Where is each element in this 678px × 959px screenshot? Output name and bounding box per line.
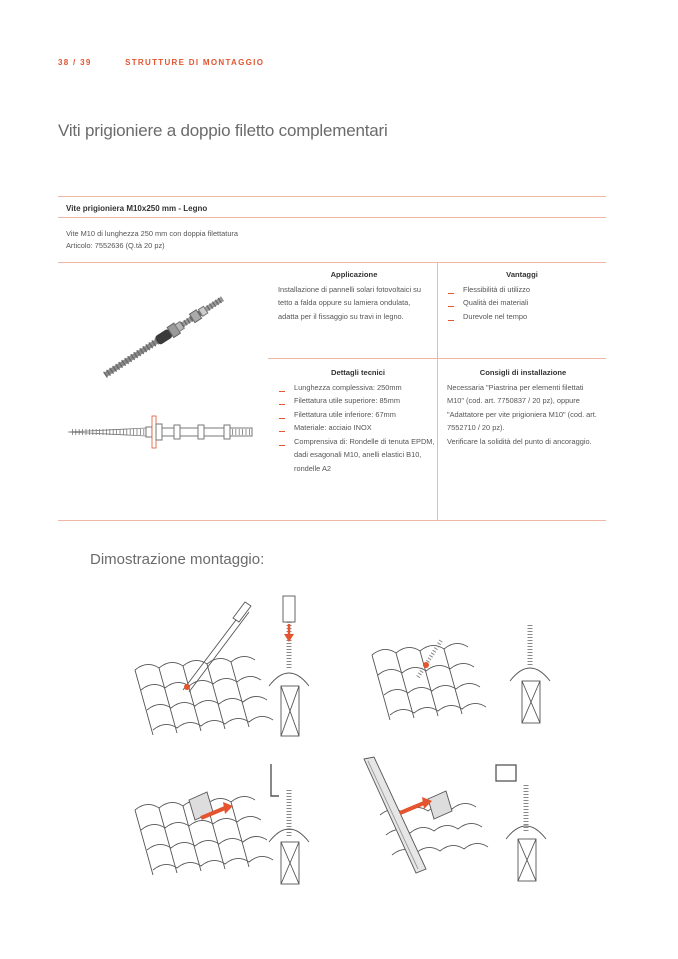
list-item: Filettatura utile inferiore: 67mm xyxy=(278,408,438,422)
demo-step-2-illustration xyxy=(370,605,570,735)
list-item: Filettatura utile superiore: 85mm xyxy=(278,394,438,408)
demo-title: Dimostrazione montaggio: xyxy=(90,551,265,568)
list-item: Comprensiva di: Rondelle di tenuta EPDM, dadi esagonali M10, anelli elastici B10, rondelle A2 xyxy=(278,435,438,476)
screw-drawing-illustration xyxy=(66,412,256,452)
applicazione-heading: Applicazione xyxy=(330,270,378,279)
demo-step-3-illustration xyxy=(133,760,333,890)
page-header xyxy=(58,58,264,67)
list-item: Durevole nel tempo xyxy=(447,310,597,324)
list-item: Qualità dei materiali xyxy=(447,296,597,310)
consigli-heading: Consigli di installazione xyxy=(479,368,567,377)
vantaggi-heading: Vantaggi xyxy=(506,270,538,279)
consigli-note: Verificare la solidità del punto di ancoraggio. xyxy=(447,436,592,446)
page-title: Viti prigioniere a doppio filetto complementari xyxy=(58,121,388,140)
rule-bottom xyxy=(58,520,606,521)
dettagli-list xyxy=(278,381,438,476)
consigli-text: Necessaria "Piastrina per elementi filettati M10" (cod. art. 7750837 / 20 pz), oppure "Adattatore per vite prigioniera M10" (cod. art. 7552710 / 20 pz). xyxy=(447,382,597,432)
product-description xyxy=(66,228,238,252)
rule-top xyxy=(58,196,606,197)
product-name: Vite prigioniera M10x250 mm - Legno xyxy=(66,204,208,213)
list-item: Lunghezza complessiva: 250mm xyxy=(278,381,438,395)
description-length: Vite M10 di lunghezza 250 mm con doppia filettatura xyxy=(66,229,239,238)
vantaggi-list xyxy=(447,283,597,324)
list-item: Materiale: acciaio INOX xyxy=(278,421,438,435)
vantaggi-box xyxy=(447,268,597,323)
applicazione-box xyxy=(278,268,430,323)
rule-desc xyxy=(58,262,606,263)
applicazione-text: Installazione di pannelli solari fotovoltaici su tetto a falda oppure su lamiera ondulata, adatta per il fissaggio su travi in legno. xyxy=(278,284,421,321)
demo-step-4-illustration xyxy=(360,755,570,890)
description-article: Articolo: 7552636 (Q.tà 20 pz) xyxy=(66,241,165,250)
page-numbers: 38 / 39 xyxy=(58,58,92,67)
dettagli-heading: Dettagli tecnici xyxy=(330,368,385,377)
list-item: Flessibilità di utilizzo xyxy=(447,283,597,297)
section-title: STRUTTURE DI MONTAGGIO xyxy=(125,58,265,67)
screw-angled-illustration xyxy=(95,295,235,385)
dettagli-box xyxy=(278,366,438,475)
consigli-box xyxy=(447,366,599,448)
rule-name xyxy=(58,217,606,218)
demo-step-1-illustration xyxy=(133,590,333,750)
